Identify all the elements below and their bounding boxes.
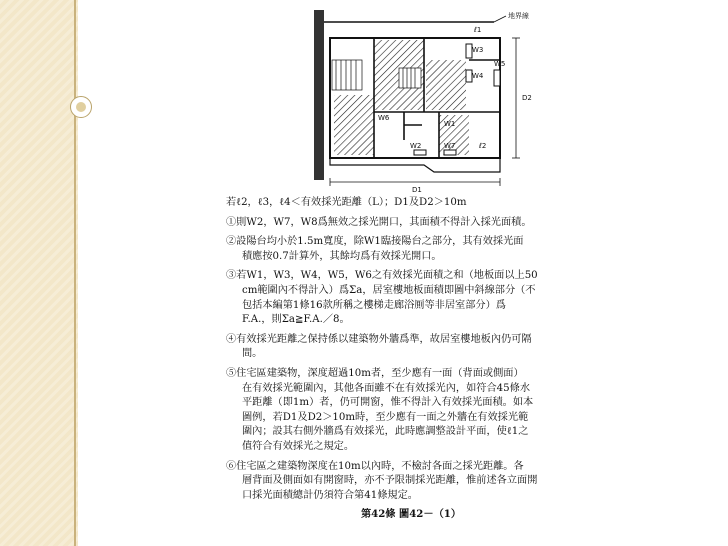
item-3-line-4: F.A.，則Σa≧F.A.／8。: [242, 314, 350, 326]
label-d1: D1: [412, 186, 422, 194]
ornament-circle: [70, 96, 92, 118]
item-6-line-1: ⑥住宅區之建築物深度在10m以內時，不檢討各面之採光距離。各: [226, 460, 524, 472]
label-l1: ℓ1: [474, 26, 482, 34]
label-w7: W7: [444, 142, 456, 150]
item-1: ①則W2，W7，W8爲無效之採光開口，其面積不得計入採光面積。: [226, 216, 532, 228]
balcony-outline: [330, 158, 500, 172]
sidebar-border-line: [74, 0, 76, 546]
label-w3: W3: [472, 46, 484, 54]
label-w4: W4: [472, 72, 484, 80]
label-w6: W6: [378, 114, 390, 122]
label-w2: W2: [410, 142, 422, 150]
item-3-line-1: ③若W1，W3，W4，W5，W6之有效採光面積之和（地板面以上50: [226, 270, 538, 282]
label-l2: ℓ2: [479, 142, 487, 150]
regulation-text: [226, 196, 596, 522]
left-wall: [314, 10, 324, 180]
label-w5: W5: [494, 60, 506, 68]
item-2-line-2: 積應按0.7計算外，其餘均爲有效採光開口。: [242, 250, 442, 262]
item-3-line-2: cm範圍內不得計入）爲Σa，居室樓地板面積即圖中斜線部分（不: [242, 284, 536, 296]
sidebar-decoration: [0, 0, 78, 546]
item-6-line-3: 口採光面積總計仍須符合第41條規定。: [242, 489, 418, 501]
figure-caption: 第42條 圖42－（1）: [360, 508, 462, 521]
label-d2: D2: [522, 94, 532, 102]
item-5-line-6: 值符合有效採光之規定。: [242, 440, 355, 452]
item-4-line-2: 間。: [242, 348, 263, 360]
item-2-line-1: ②設陽台均小於1.5m寬度，除W1臨接陽台之部分，其有效採光面: [226, 236, 524, 248]
document-scan: [226, 0, 596, 546]
hatched-room-2: [334, 95, 374, 155]
item-3-line-3: 包括本編第1條16款所稱之樓梯走廊浴厠等非居室部分）爲: [242, 299, 506, 311]
floor-plan-diagram: [294, 0, 564, 195]
label-w1: W1: [444, 120, 456, 128]
condition-line: 若ℓ2，ℓ3，ℓ4＜有效採光距離（L）；D1及D2＞10m: [226, 197, 467, 208]
item-5-line-2: 在有效採光範圍內，其他各面雖不在有效採光內，如符合45條水: [242, 382, 531, 394]
item-6-line-2: 層背面及側面如有開窗時，亦不予限制採光距離，惟前述各立面開: [242, 475, 538, 487]
item-4-line-1: ④有效採光距離之保持係以建築物外牆爲準，故居室樓地板內仍可隔: [226, 333, 532, 345]
item-5-line-5: 圍內；設其右側外牆爲有效採光，此時應調整設計平面，使ℓ1之: [242, 426, 529, 438]
item-5-line-3: 平距離（即1m）者，仍可開窗，惟不得計入有效採光面積。如本: [242, 397, 534, 409]
hatched-room-3: [426, 60, 466, 110]
item-5-line-4: 圖例，若D1及D2＞10m時，至少應有一面之外牆在有效採光範: [242, 411, 529, 423]
item-5-line-1: ⑤住宅區建築物，深度超過10m者，至少應有一面（背面或側面）: [226, 367, 524, 379]
boundary-label: 地界線: [508, 12, 529, 20]
